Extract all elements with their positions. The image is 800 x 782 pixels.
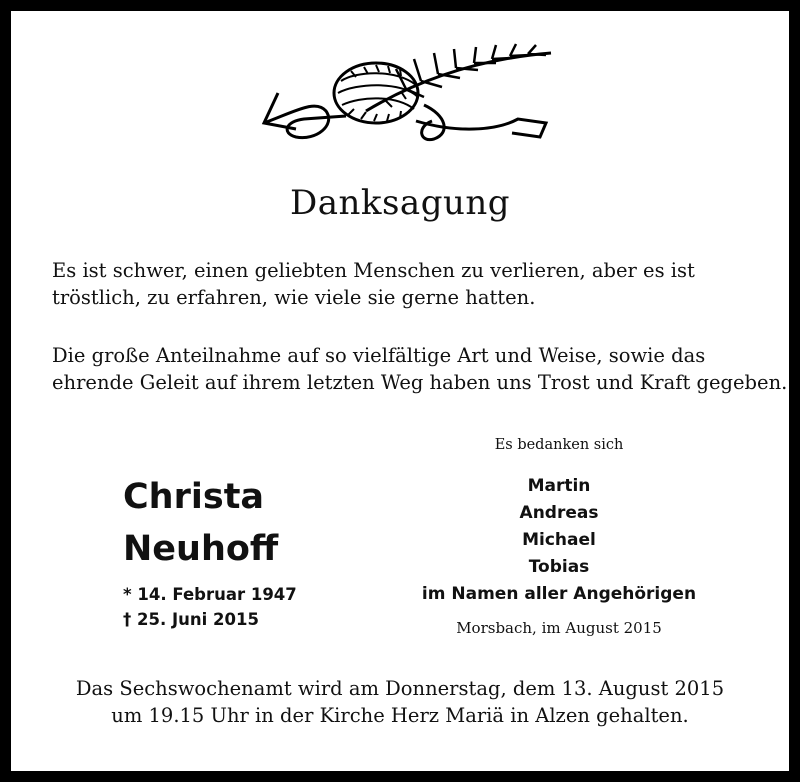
thanks-intro: Es bedanken sich	[494, 437, 624, 453]
intro-paragraph	[52, 257, 752, 311]
intro-line: Es ist schwer, einen geliebten Menschen zu verlieren, aber es ist	[52, 259, 695, 282]
place-date: Morsbach, im August 2015	[456, 619, 662, 637]
signer-name: Michael	[522, 530, 596, 550]
mass-notice	[11, 675, 789, 729]
death-date: † 25. Juni 2015	[123, 610, 259, 629]
signer-name: Tobias	[528, 557, 590, 577]
deceased-first-name: Christa	[123, 477, 265, 517]
deceased-last-name: Neuhoff	[123, 529, 279, 569]
signer-name: Martin	[527, 476, 591, 496]
signer-name: Andreas	[519, 503, 599, 523]
gratitude-line: ehrende Geleit auf ihrem letzten Weg haben uns Trost und Kraft gegeben.	[52, 371, 788, 394]
intro-line: tröstlich, zu erfahren, wie viele sie gerne hatten.	[52, 286, 536, 309]
birth-date: * 14. Februar 1947	[123, 585, 297, 604]
mass-line: um 19.15 Uhr in der Kirche Herz Mariä in Alzen gehalten.	[111, 704, 689, 727]
page-title: Danksagung	[289, 183, 511, 223]
signer-family: im Namen aller Angehörigen	[421, 584, 697, 604]
gratitude-paragraph	[52, 342, 788, 396]
gratitude-line: Die große Anteilnahme auf so vielfältige Art und Weise, sowie das	[52, 344, 706, 367]
palm-branch-ribbon-icon	[256, 41, 556, 145]
mass-line: Das Sechswochenamt wird am Donnerstag, dem 13. August 2015	[75, 677, 725, 700]
